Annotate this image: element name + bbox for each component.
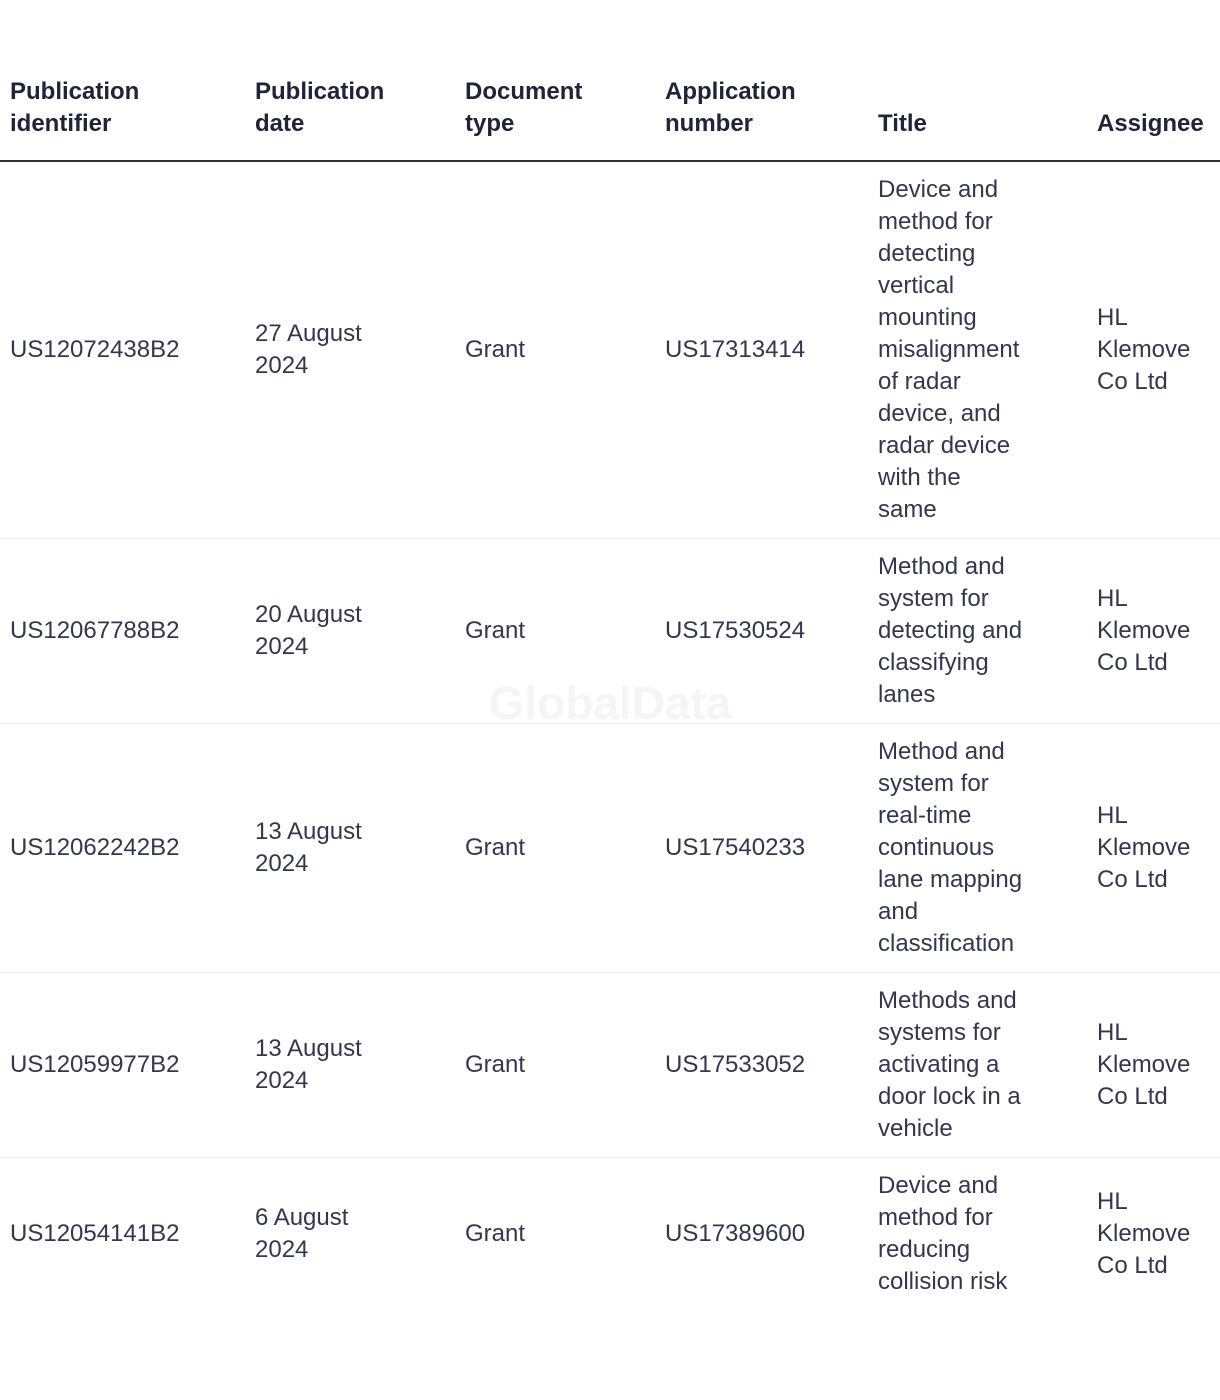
publication-identifier: US12054141B2	[10, 1220, 180, 1247]
globaldata-watermark: GlobalData	[488, 677, 732, 729]
application-number: US17530524	[665, 617, 806, 644]
patent-title: Device and method for detecting vertical mounting misalignment of radar device, and radar device with the same	[878, 176, 1020, 523]
document-type: Grant	[465, 1051, 526, 1078]
column-header-label: Title	[878, 110, 927, 137]
assignee-cell	[1087, 973, 1220, 1158]
column-header-publication-identifier	[0, 0, 245, 161]
publication-date-cell	[245, 724, 455, 973]
patent-title: Method and system for detecting and classifying lanes	[878, 553, 1023, 708]
table-row	[0, 161, 1220, 539]
application-number-cell	[655, 539, 868, 724]
application-number: US17540233	[665, 834, 806, 861]
publication-date-cell	[245, 973, 455, 1158]
table-row	[0, 539, 1220, 724]
table-row	[0, 1158, 1220, 1311]
header-row	[0, 0, 1220, 161]
application-number: US17313414	[665, 336, 806, 363]
column-header-label: Document type	[465, 78, 583, 137]
document-type: Grant	[465, 617, 526, 644]
table-header	[0, 0, 1220, 161]
document-type-cell	[455, 724, 655, 973]
assignee-cell	[1087, 724, 1220, 973]
publication-identifier: US12062242B2	[10, 834, 180, 861]
column-header-application-number	[655, 0, 868, 161]
column-header-publication-date	[245, 0, 455, 161]
document-type: Grant	[465, 1220, 526, 1247]
document-type-cell	[455, 161, 655, 539]
publication-date-cell	[245, 161, 455, 539]
assignee: HL Klemove Co Ltd	[1097, 585, 1191, 676]
table-row	[0, 724, 1220, 973]
document-type-cell	[455, 1158, 655, 1311]
publication-identifier: US12072438B2	[10, 336, 180, 363]
assignee: HL Klemove Co Ltd	[1097, 1019, 1191, 1110]
title-cell	[868, 1158, 1087, 1311]
title-cell	[868, 973, 1087, 1158]
patent-title: Device and method for reducing collision risk	[878, 1172, 1008, 1295]
publication-date-cell	[245, 539, 455, 724]
column-header-assignee	[1087, 0, 1220, 161]
assignee: HL Klemove Co Ltd	[1097, 1188, 1191, 1279]
document-type: Grant	[465, 834, 526, 861]
publication-identifier-cell	[0, 724, 245, 973]
column-header-title	[868, 0, 1087, 161]
publication-identifier-cell	[0, 539, 245, 724]
table-row	[0, 973, 1220, 1158]
document-type-cell	[455, 973, 655, 1158]
document-type-cell	[455, 539, 655, 724]
publication-identifier-cell	[0, 1158, 245, 1311]
publication-date: 20 August 2024	[255, 601, 362, 660]
title-cell	[868, 539, 1087, 724]
publication-identifier-cell	[0, 973, 245, 1158]
patent-title: Method and system for real-time continuous lane mapping and classification	[878, 738, 1023, 957]
application-number-cell	[655, 161, 868, 539]
assignee: HL Klemove Co Ltd	[1097, 304, 1191, 395]
application-number-cell	[655, 1158, 868, 1311]
column-header-label: Application number	[665, 78, 796, 137]
publication-identifier: US12067788B2	[10, 617, 180, 644]
application-number: US17533052	[665, 1051, 806, 1078]
column-header-label: Publication date	[255, 78, 385, 137]
assignee: HL Klemove Co Ltd	[1097, 802, 1191, 893]
publication-identifier-cell	[0, 161, 245, 539]
title-cell	[868, 724, 1087, 973]
assignee-cell	[1087, 1158, 1220, 1311]
table-body	[0, 161, 1220, 1310]
publication-identifier: US12059977B2	[10, 1051, 180, 1078]
publication-date: 27 August 2024	[255, 320, 362, 379]
application-number: US17389600	[665, 1220, 806, 1247]
column-header-label: Assignee	[1097, 110, 1204, 137]
publication-date: 13 August 2024	[255, 818, 362, 877]
application-number-cell	[655, 724, 868, 973]
publication-date: 13 August 2024	[255, 1035, 362, 1094]
application-number-cell	[655, 973, 868, 1158]
assignee-cell	[1087, 539, 1220, 724]
publication-date: 6 August 2024	[255, 1204, 349, 1263]
patent-title: Methods and systems for activating a door lock in a vehicle	[878, 987, 1021, 1142]
assignee-cell	[1087, 161, 1220, 539]
title-cell	[868, 161, 1087, 539]
column-header-document-type	[455, 0, 655, 161]
publication-date-cell	[245, 1158, 455, 1311]
column-header-label: Publication identifier	[10, 78, 140, 137]
document-type: Grant	[465, 336, 526, 363]
